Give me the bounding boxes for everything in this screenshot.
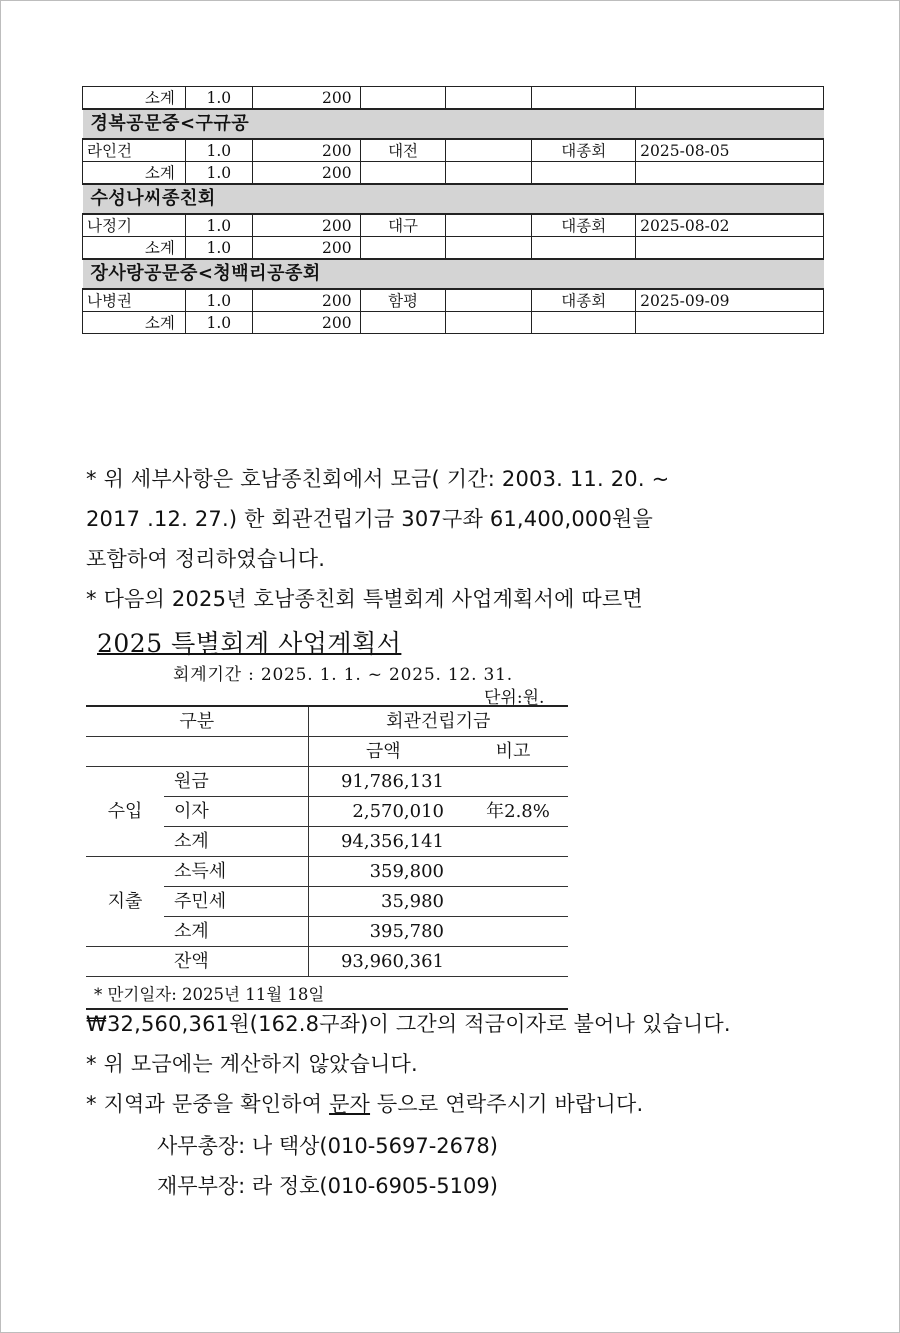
- donor-name: 나정기: [83, 214, 186, 237]
- date: 2025-08-05: [636, 139, 824, 162]
- expense-note: [458, 887, 568, 917]
- text-message-link: 문자: [329, 1092, 371, 1116]
- qty: 1.0: [185, 289, 252, 312]
- accounting-period: 회계기간 : 2025. 1. 1. ~ 2025. 12. 31.: [173, 665, 513, 685]
- expense-amount: 35,980: [308, 887, 458, 917]
- blank-cell: [360, 312, 446, 334]
- blank-cell: [636, 237, 824, 260]
- note-line: 포함하여 정리하였습니다.: [86, 547, 326, 571]
- amount: 200: [252, 312, 360, 334]
- expense-item: 소득세: [164, 857, 308, 887]
- plan-title: 2025 특별회계 사업계획서: [97, 629, 402, 658]
- blank-cell: [532, 312, 636, 334]
- note-line: 2017 .12. 27.) 한 회관건립기금 307구좌 61,400,000원을: [86, 507, 654, 531]
- income-item: 소계: [164, 827, 308, 857]
- notes-section-2: [86, 1004, 731, 1124]
- group-name: 수성나씨종친회: [83, 184, 824, 214]
- blank-cell: [636, 162, 824, 185]
- balance-label: 잔액: [164, 947, 308, 977]
- group-row: [83, 184, 824, 214]
- amount: 200: [252, 87, 360, 110]
- note-line: [86, 1084, 731, 1124]
- note-line: * 다음의 2025년 호남종친회 특별회계 사업계획서에 따르면: [86, 587, 643, 611]
- group-name: 경복공문중<구규공: [83, 109, 824, 139]
- note-line: * 위 모금에는 계산하지 않았습니다.: [86, 1052, 418, 1076]
- group-name: 장사랑공문중<청백리공종회: [83, 259, 824, 289]
- header-blank: [86, 737, 308, 767]
- contacts: [157, 1126, 498, 1206]
- donor-name: 라인건: [83, 139, 186, 162]
- balance-blank: [86, 947, 164, 977]
- blank-cell: [360, 162, 446, 185]
- qty: 1.0: [185, 237, 252, 260]
- amount: 200: [252, 289, 360, 312]
- qty: 1.0: [185, 162, 252, 185]
- entry-row: [83, 289, 824, 312]
- subtotal-label: 소계: [83, 162, 186, 185]
- region: 대구: [360, 214, 446, 237]
- header-note: 비고: [458, 737, 568, 767]
- balance-amount: 93,960,361: [308, 947, 458, 977]
- plan-table: [86, 705, 568, 977]
- notes-section-1: [86, 459, 669, 619]
- amount: 200: [252, 162, 360, 185]
- group-row: [83, 109, 824, 139]
- group-row: [83, 259, 824, 289]
- donation-table: [82, 86, 824, 334]
- expense-item: 주민세: [164, 887, 308, 917]
- note-text: * 지역과 문중을 확인하여: [86, 1092, 330, 1116]
- date: 2025-09-09: [636, 289, 824, 312]
- note-text: 등으로 연락주시기 바랍니다.: [370, 1092, 644, 1116]
- organization: 대종회: [532, 289, 636, 312]
- blank-cell: [532, 162, 636, 185]
- entry-row: [83, 139, 824, 162]
- blank-cell: [446, 237, 532, 260]
- blank-cell: [360, 87, 446, 110]
- blank-cell: [360, 237, 446, 260]
- expense-item: 소계: [164, 917, 308, 947]
- income-amount: 94,356,141: [308, 827, 458, 857]
- income-label: 수입: [86, 767, 164, 857]
- region: 함평: [360, 289, 446, 312]
- income-item: 이자: [164, 797, 308, 827]
- income-amount: 91,786,131: [308, 767, 458, 797]
- note-line: * 위 세부사항은 호남종친회에서 모금( 기간: 2003. 11. 20. ~: [86, 467, 670, 491]
- expense-amount: 395,780: [308, 917, 458, 947]
- header-category: 구분: [86, 706, 308, 737]
- qty: 1.0: [185, 312, 252, 334]
- subtotal-label: 소계: [83, 87, 186, 110]
- interest-note: ₩32,560,361원(162.8구좌)이 그간의 적금이자로 불어나 있습니다.: [86, 1012, 731, 1036]
- income-note: [458, 767, 568, 797]
- entry-row: [83, 214, 824, 237]
- blank-cell: [446, 87, 532, 110]
- blank-cell: [446, 214, 532, 237]
- expense-amount: 359,800: [308, 857, 458, 887]
- blank-cell: [446, 139, 532, 162]
- blank-cell: [636, 87, 824, 110]
- header-fund: 회관건립기금: [308, 706, 568, 737]
- blank-cell: [636, 312, 824, 334]
- blank-cell: [446, 312, 532, 334]
- subtotal-row: [83, 87, 824, 110]
- expense-label: 지출: [86, 857, 164, 947]
- qty: 1.0: [185, 139, 252, 162]
- region: 대전: [360, 139, 446, 162]
- donor-name: 나병권: [83, 289, 186, 312]
- subtotal-label: 소계: [83, 312, 186, 334]
- income-note: 年2.8%: [458, 797, 568, 827]
- subtotal-row: [83, 237, 824, 260]
- income-note: [458, 827, 568, 857]
- organization: 대종회: [532, 139, 636, 162]
- organization: 대종회: [532, 214, 636, 237]
- qty: 1.0: [185, 214, 252, 237]
- date: 2025-08-02: [636, 214, 824, 237]
- maturity-footnote: * 만기일자: 2025년 11월 18일: [86, 982, 568, 1010]
- blank-cell: [532, 237, 636, 260]
- blank-cell: [446, 162, 532, 185]
- contact-finance-director: 재무부장: 라 정호(010-6905-5109): [157, 1174, 498, 1198]
- amount: 200: [252, 237, 360, 260]
- income-amount: 2,570,010: [308, 797, 458, 827]
- blank-cell: [532, 87, 636, 110]
- blank-cell: [446, 289, 532, 312]
- unit-label: 단위:원.: [484, 688, 545, 708]
- amount: 200: [252, 139, 360, 162]
- subtotal-row: [83, 312, 824, 334]
- contact-secretary-general: 사무총장: 나 택상(010-5697-2678): [157, 1134, 498, 1158]
- qty: 1.0: [185, 87, 252, 110]
- subtotal-row: [83, 162, 824, 185]
- amount: 200: [252, 214, 360, 237]
- balance-note: [458, 947, 568, 977]
- subtotal-label: 소계: [83, 237, 186, 260]
- expense-note: [458, 917, 568, 947]
- header-amount: 금액: [308, 737, 458, 767]
- expense-note: [458, 857, 568, 887]
- income-item: 원금: [164, 767, 308, 797]
